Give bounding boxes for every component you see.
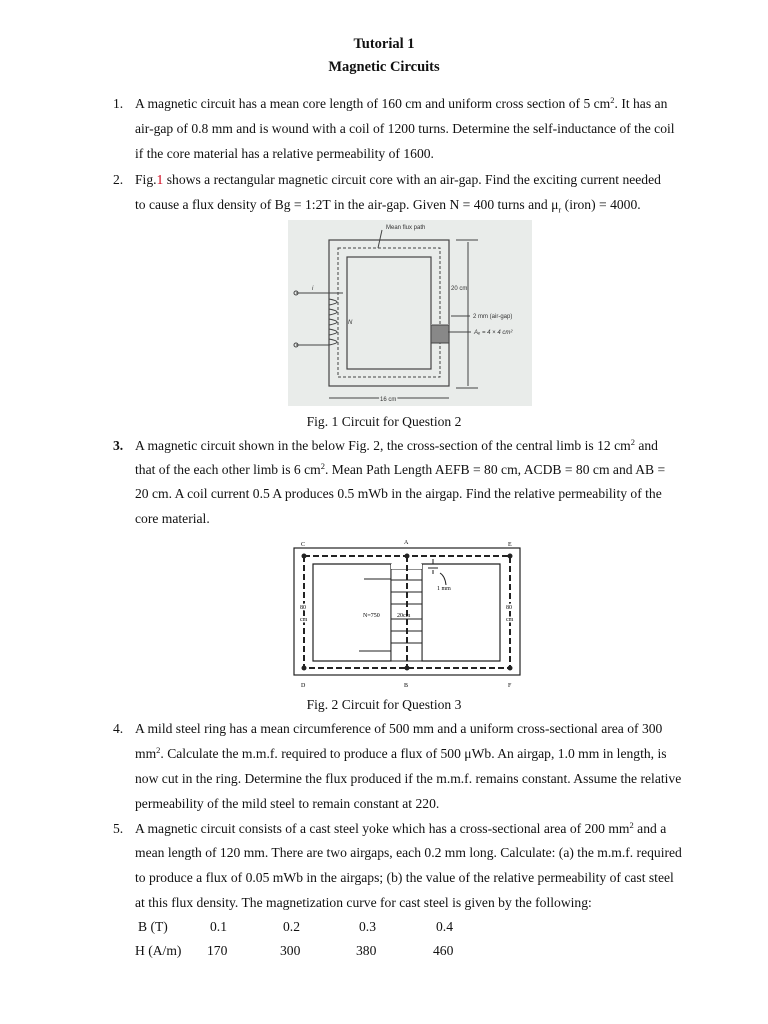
text-line: at this flux density. The magnetization curve for cast steel is given by the following:: [135, 895, 592, 910]
text-line: permeability of the mild steel to remain constant at 220.: [135, 796, 440, 811]
height-label: 20 cm: [451, 286, 468, 292]
table-cell: 0.1: [210, 919, 227, 934]
text-line: [135, 438, 658, 454]
turns-label: N=750: [363, 613, 380, 619]
superscript: 2: [320, 461, 325, 471]
text-line: [135, 96, 667, 112]
node-a-label: A: [404, 540, 409, 546]
text: and a: [633, 821, 667, 836]
superscript: 2: [629, 820, 634, 830]
text-line: core material.: [135, 511, 210, 526]
right-unit-label: cm: [506, 617, 514, 623]
figure-1-caption: Fig. 1 Circuit for Question 2: [306, 414, 462, 429]
text: A magnetic circuit consists of a cast steel yoke which has a cross-sectional area of 200 mm: [135, 821, 630, 836]
page-title: Tutorial 1: [353, 36, 415, 52]
table-cell: B (T): [138, 919, 168, 934]
text: mm: [135, 746, 157, 761]
question-number: 3.: [113, 438, 124, 453]
text-line: [135, 197, 641, 215]
center-length-label: 20cm: [397, 613, 411, 619]
text: shows a rectangular magnetic circuit core with an air-gap. Find the exciting current needed: [163, 172, 661, 187]
node-f-label: F: [508, 683, 512, 689]
node-c-label: C: [301, 542, 306, 548]
text-line: to produce a flux of 0.05 mWb in the airgaps; (b) the value of the relative permeability of cast steel: [135, 870, 674, 885]
page-subtitle: Magnetic Circuits: [328, 59, 440, 75]
mean-flux-path-label: Mean flux path: [386, 225, 426, 231]
superscript: 2: [156, 745, 161, 755]
text-line: [135, 172, 661, 188]
question-number: 4.: [113, 721, 124, 736]
text: and: [634, 438, 658, 453]
current-label: i: [312, 286, 314, 292]
subscript: r: [558, 204, 562, 215]
text: . It has an: [614, 96, 668, 111]
text: Fig.: [135, 172, 157, 187]
text-line: mean length of 120 mm. There are two airgaps, each 0.2 mm long. Calculate: (a) the m.m.f. required: [135, 845, 682, 860]
right-length-label: 80: [506, 605, 512, 611]
left-unit-label: cm: [300, 617, 308, 623]
figure-1-diagram: [288, 220, 532, 406]
table-cell: 0.2: [283, 919, 300, 934]
question-number: 1.: [113, 96, 124, 111]
figure-2-diagram: [290, 535, 530, 695]
node-b-label: B: [404, 683, 409, 689]
node-d-label: D: [301, 683, 306, 689]
text-line: now cut in the ring. Determine the flux produced if the m.m.f. remains constant. Assume the relative: [135, 771, 682, 786]
table-cell: 170: [207, 943, 228, 958]
text: that of the each other limb is 6 cm: [135, 462, 321, 477]
left-length-label: 80: [300, 605, 306, 611]
area-label: Aₑ = 4 × 4 cm²: [474, 330, 513, 336]
text: to cause a flux density of Bg = 1:2T in the air-gap. Given N = 400 turns and μ: [135, 197, 559, 212]
text: . Mean Path Length AEFB = 80 cm, ACDB = 80 cm and AB =: [324, 462, 666, 477]
figure-reference-link[interactable]: 1: [156, 172, 164, 187]
text: A magnetic circuit has a mean core length of 160 cm and uniform cross section of 5 cm: [135, 96, 611, 111]
table-cell: 0.4: [436, 919, 453, 934]
figure-2-caption: Fig. 2 Circuit for Question 3: [306, 697, 462, 712]
text-line: air-gap of 0.8 mm and is wound with a coil of 1200 turns. Determine the self-inductance of the coil: [135, 121, 675, 136]
superscript: 2: [610, 95, 615, 105]
question-number: 5.: [113, 821, 124, 836]
turns-label: N: [348, 320, 353, 326]
text-line: 20 cm. A coil current 0.5 A produces 0.5 mWb in the airgap. Find the relative permeability of the: [135, 486, 662, 501]
table-cell: 0.3: [359, 919, 376, 934]
node-e-label: E: [508, 542, 512, 548]
air-gap-label: 2 mm (air-gap): [473, 314, 513, 320]
text: A magnetic circuit shown in the below Fig. 2, the cross-section of the central limb is 12 cm: [135, 438, 631, 453]
text: (iron) = 4000.: [561, 197, 641, 212]
text-line: [135, 462, 665, 478]
text: . Calculate the m.m.f. required to produce a flux of 500 μWb. An airgap, 1.0 mm in length, is: [160, 746, 667, 761]
table-cell: 460: [433, 943, 454, 958]
text-line: [135, 821, 666, 837]
text-line: [135, 746, 667, 762]
table-cell: H (A/m): [135, 943, 182, 958]
superscript: 2: [630, 437, 635, 447]
width-label: 16 cm: [380, 397, 397, 403]
table-cell: 300: [280, 943, 301, 958]
gap-label: 1 mm: [437, 586, 451, 592]
table-cell: 380: [356, 943, 377, 958]
question-number: 2.: [113, 172, 124, 187]
text-line: if the core material has a relative permeability of 1600.: [135, 146, 434, 161]
text-line: A mild steel ring has a mean circumference of 500 mm and a uniform cross-sectional area of 300: [135, 721, 663, 736]
